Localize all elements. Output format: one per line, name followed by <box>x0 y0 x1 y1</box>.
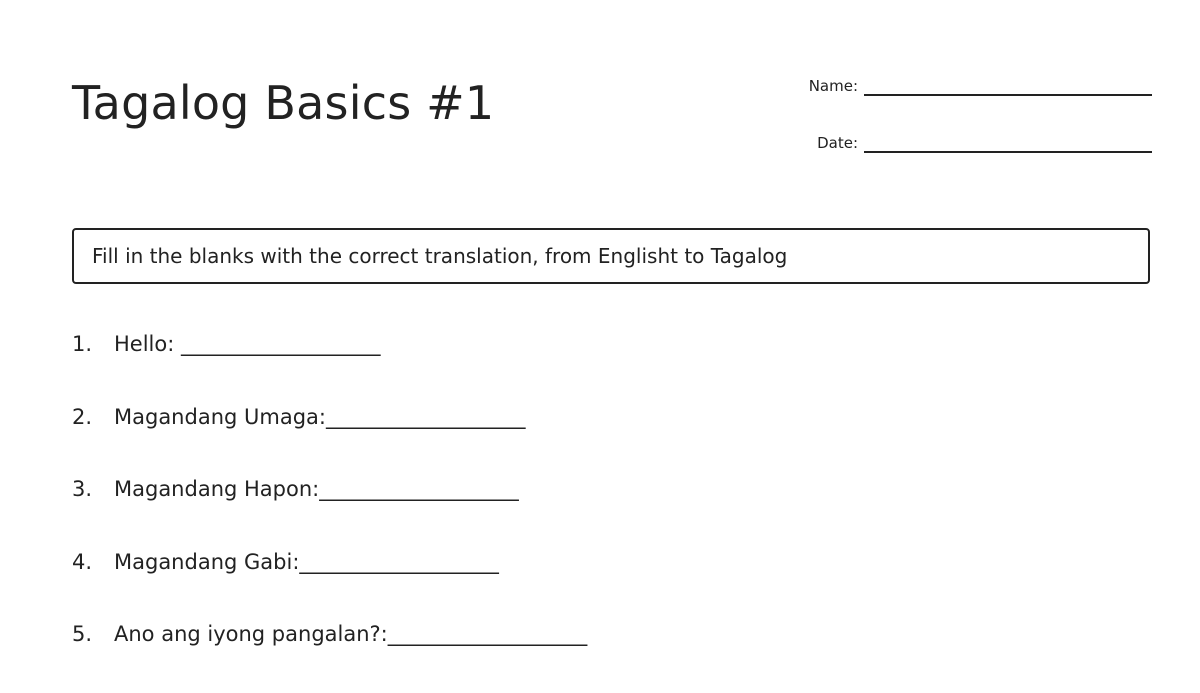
date-blank-line <box>864 151 1152 153</box>
question-item <box>72 620 587 693</box>
instructions-box <box>72 228 1150 284</box>
question-text: Magandang Hapon:___________________ <box>114 477 519 501</box>
name-label: Name: <box>808 77 858 95</box>
question-item <box>72 330 587 403</box>
worksheet-title: Tagalog Basics #1 <box>72 76 495 130</box>
question-number: 4. <box>72 549 93 574</box>
question-item <box>72 403 587 476</box>
question-text: Magandang Umaga:___________________ <box>114 404 526 429</box>
question-number: 3. <box>72 477 93 501</box>
question-number: 2. <box>72 404 93 429</box>
question-item <box>72 475 587 548</box>
question-text: Ano ang iyong pangalan?:___________________ <box>114 622 588 646</box>
name-blank-line <box>864 94 1152 96</box>
question-number: 5. <box>72 622 93 646</box>
date-field <box>817 133 1152 153</box>
question-text: Magandang Gabi:___________________ <box>114 549 499 574</box>
question-text: Hello: ___________________ <box>114 332 381 356</box>
question-number: 1. <box>72 332 93 356</box>
question-list <box>72 330 587 693</box>
question-item <box>72 548 587 621</box>
name-field <box>809 76 1152 96</box>
date-label: Date: <box>817 134 858 152</box>
instructions-text: Fill in the blanks with the correct translation, from Englisht to Tagalog <box>92 244 788 268</box>
